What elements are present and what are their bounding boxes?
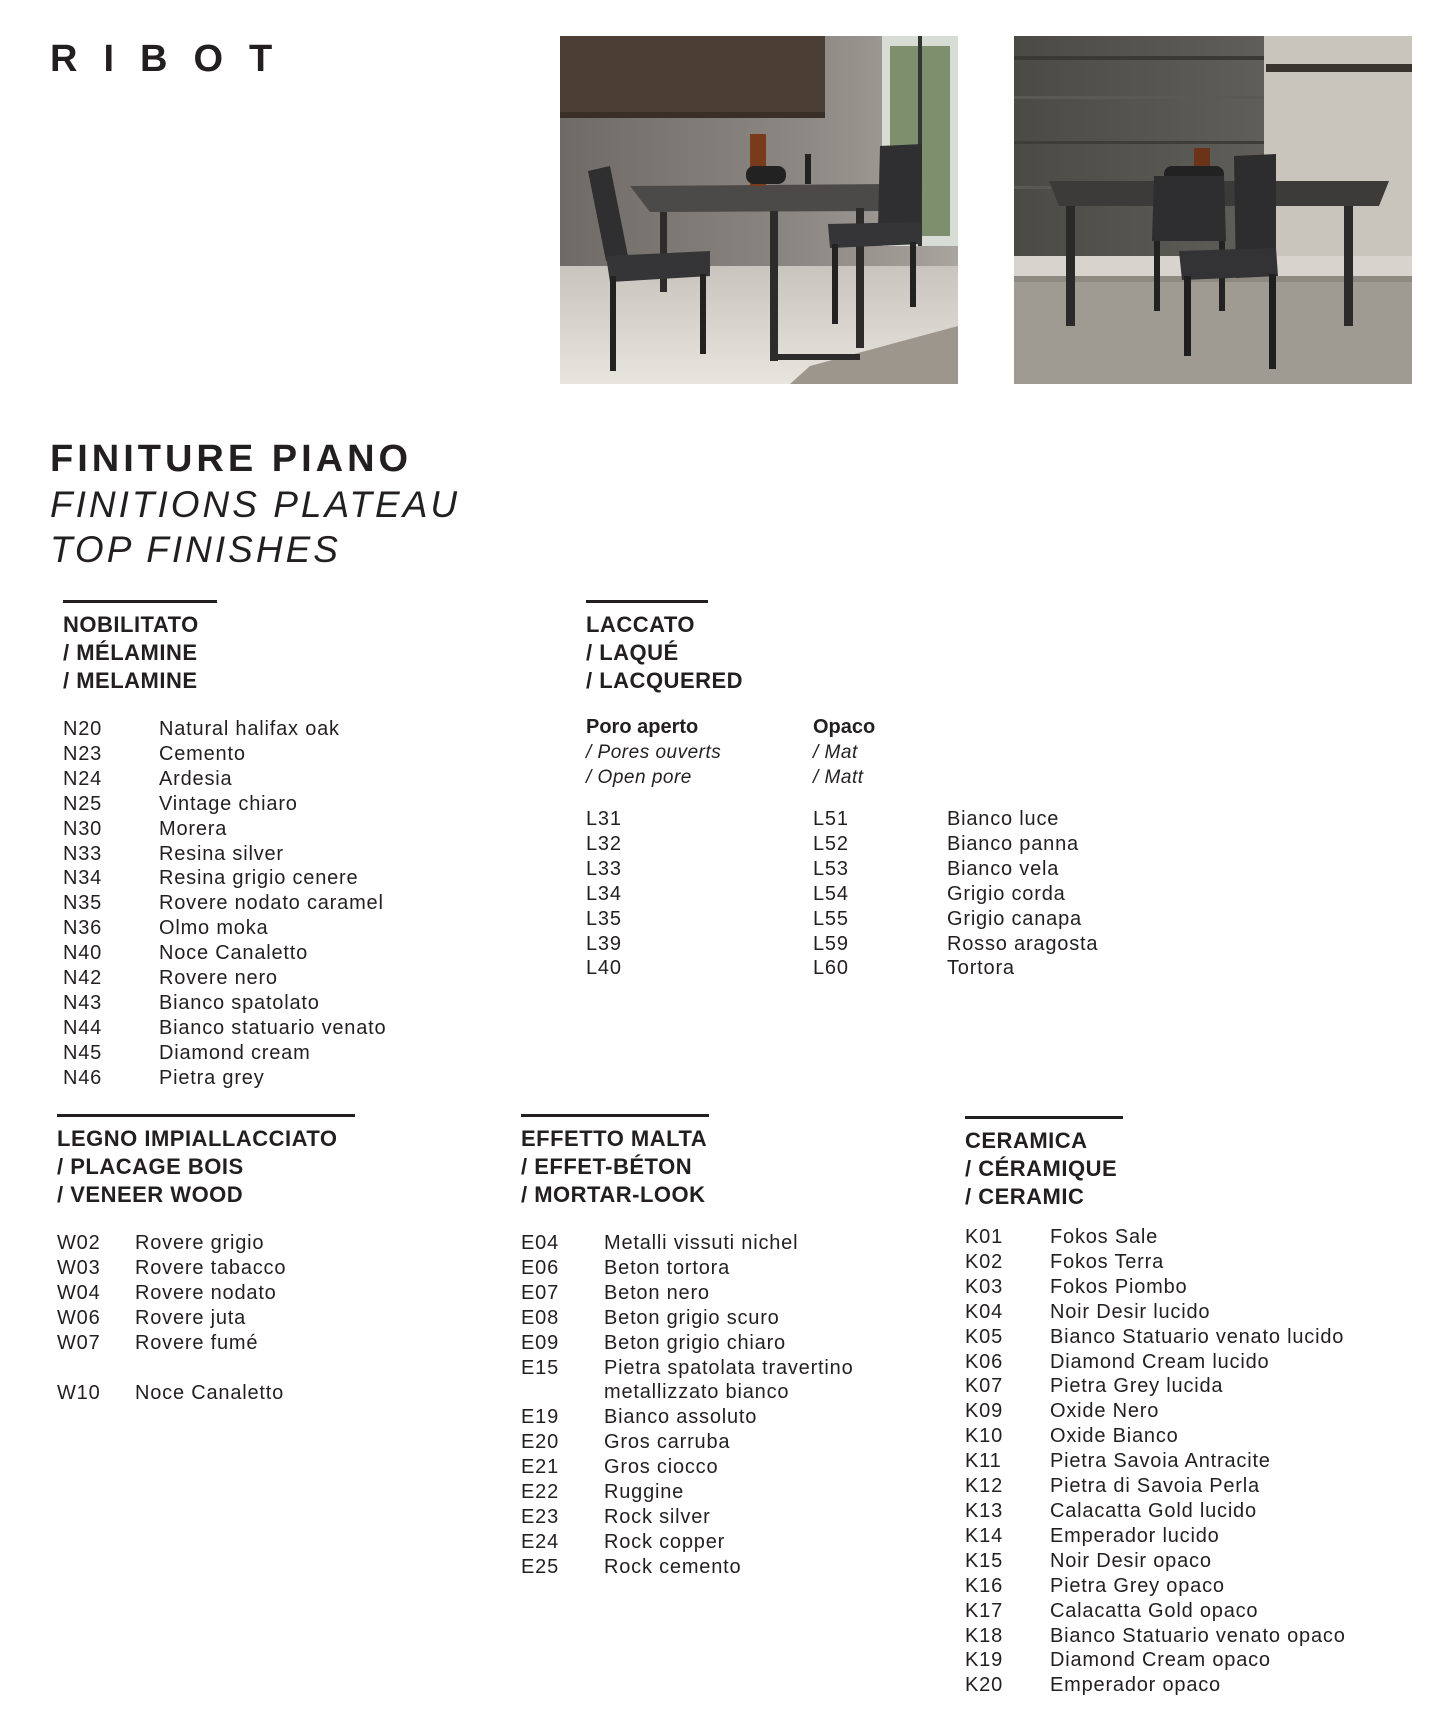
list-item [521,1231,894,1256]
finish-name: Olmo moka [159,917,269,940]
list-item [63,891,386,916]
finish-code: E25 [521,1555,559,1578]
list-item [521,1306,894,1331]
finish-name: Cemento [159,742,246,765]
finish-name: Noir Desir opaco [1050,1549,1212,1572]
finish-name: Metalli vissuti nichel [604,1232,799,1254]
finish-name: Pietra spatolata travertino metallizzato bianco [604,1356,854,1404]
finish-name: Bianco assoluto [604,1406,758,1429]
finish-code: L60 [813,957,849,980]
finish-code: K01 [965,1226,1003,1248]
finish-code: L32 [586,832,622,855]
list-item [57,1331,355,1356]
finish-code: N36 [63,917,103,940]
finish-code: W10 [57,1381,101,1404]
list-item [63,1016,386,1041]
list-item [965,1325,1346,1350]
finish-name: Ruggine [604,1481,685,1504]
list-item [586,882,622,907]
finish-name: Bianco Statuario venato lucido [1050,1325,1345,1348]
finish-code: W07 [57,1331,101,1354]
list-item [63,916,386,941]
finish-code: K07 [965,1375,1003,1398]
list-item [813,857,1098,882]
finish-code: K02 [965,1250,1003,1273]
list-item [63,817,386,842]
finish-name: Beton grigio scuro [604,1306,780,1329]
list-item [521,1555,894,1580]
dining-table-photo-room [560,36,958,384]
finish-code: E23 [521,1505,559,1528]
list-item [813,882,1098,907]
finish-code: L34 [586,882,622,905]
finish-code: W04 [57,1281,101,1304]
section-heading: CERAMICA / CÉRAMIQUE / CERAMIC [965,1128,1118,1209]
finish-code: W03 [57,1256,101,1279]
finish-name: Beton grigio chiaro [604,1331,786,1354]
list-item [63,742,386,767]
list-item [586,907,622,932]
finish-name: Noce Canaletto [135,1381,285,1404]
finish-code: N46 [63,1066,103,1089]
finish-name: Bianco panna [947,832,1079,855]
finish-name: Rovere nero [159,967,278,990]
finish-name: Rock copper [604,1530,726,1553]
finish-list [63,717,386,1091]
list-item [965,1275,1346,1300]
list-item [965,1624,1346,1649]
finish-code: N30 [63,817,103,840]
title-english: TOP FINISHES [50,529,341,570]
section-nobilitato [63,600,386,1091]
finish-code: N23 [63,742,103,765]
list-item [57,1256,355,1281]
finish-name: Fokos Sale [1050,1226,1159,1248]
list-item [965,1549,1346,1574]
finish-name: Pietra Savoia Antracite [1050,1450,1271,1473]
list-item [965,1424,1346,1449]
finish-name: Bianco luce [947,808,1060,830]
finish-code: K09 [965,1400,1003,1423]
finish-code: L53 [813,857,849,880]
finish-code: E22 [521,1481,559,1504]
finish-name: Diamond cream [159,1041,311,1064]
page-title [50,436,460,572]
finish-name: Tortora [947,957,1015,980]
list-item [63,767,386,792]
finish-code: L35 [586,907,622,930]
finish-code: K20 [965,1674,1003,1697]
finish-code: E07 [521,1281,559,1304]
subheading-opaco: Opaco / Mat / Matt [813,716,876,788]
list-item [813,832,1098,857]
section-heading: NOBILITATO / MÉLAMINE / MELAMINE [63,612,199,693]
finish-code: E09 [521,1331,559,1354]
finish-name: Bianco spatolato [159,991,320,1014]
list-item [521,1430,894,1455]
finish-name: Emperador opaco [1050,1674,1221,1697]
finish-code: L54 [813,882,849,905]
list-item [586,956,622,981]
finish-name: Beton tortora [604,1256,731,1279]
finish-code: K16 [965,1574,1003,1597]
finish-code: N45 [63,1041,103,1064]
finish-code: K11 [965,1450,1002,1473]
finish-name: Noce Canaletto [159,942,309,965]
list-item [965,1524,1346,1549]
finish-name: Morera [159,817,228,840]
title-italian: FINITURE PIANO [50,438,413,480]
finish-code: N44 [63,1016,103,1039]
section-rule [586,600,708,603]
finish-name: Fokos Terra [1050,1250,1165,1273]
list-item [63,792,386,817]
section-rule [57,1114,355,1117]
finish-name: Rovere juta [135,1306,247,1329]
list-item [63,941,386,966]
finish-code: K12 [965,1475,1003,1498]
list-item [965,1499,1346,1524]
finish-code: K05 [965,1325,1003,1348]
finish-name: Rovere grigio [135,1232,265,1254]
section-heading: LACCATO / LAQUÉ / LACQUERED [586,612,744,693]
section-laccato [586,600,1186,980]
list-item [965,1648,1346,1673]
finish-list-opaco [813,807,1098,981]
list-item [63,717,386,742]
list-item [521,1331,894,1356]
list-item [521,1405,894,1430]
finish-code: L39 [586,932,622,955]
finish-code: N20 [63,718,103,740]
finish-name: Diamond Cream opaco [1050,1649,1271,1672]
list-item [813,956,1098,981]
finish-name: Fokos Piombo [1050,1275,1188,1298]
dining-table-photo-rug [1014,36,1412,384]
list-item [965,1350,1346,1375]
finish-code: K04 [965,1300,1003,1323]
list-item [521,1356,894,1406]
section-malta [521,1114,894,1580]
list-item [586,832,622,857]
finish-code: L52 [813,832,849,855]
list-item [57,1281,355,1306]
finish-list [57,1231,355,1405]
list-item [521,1505,894,1530]
list-item [965,1300,1346,1325]
list-item [965,1474,1346,1499]
list-item [965,1250,1346,1275]
finish-name: Noir Desir lucido [1050,1300,1211,1323]
section-ceramica [965,1116,1346,1698]
finish-name: Ardesia [159,767,233,790]
finish-name: Emperador lucido [1050,1524,1220,1547]
finish-code: L31 [586,808,622,830]
finish-name: Calacatta Gold lucido [1050,1499,1257,1522]
finish-name: Rosso aragosta [947,932,1099,955]
finish-code: K18 [965,1624,1003,1647]
finish-code: N35 [63,892,103,915]
brand-logo: RIBOT [50,38,299,80]
section-rule [521,1114,709,1117]
finish-name: Pietra Grey opaco [1050,1574,1225,1597]
section-legno [57,1114,355,1405]
list-item [965,1449,1346,1474]
finish-code: N43 [63,991,103,1014]
finish-code: L51 [813,808,849,830]
finish-code: E15 [521,1356,559,1379]
finish-name: Bianco statuario venato [159,1016,387,1039]
finish-code: L59 [813,932,849,955]
finish-code: E08 [521,1306,559,1329]
finish-code: E20 [521,1431,559,1454]
finish-code: N34 [63,867,103,890]
finish-code: K19 [965,1649,1003,1672]
finish-code: N24 [63,767,103,790]
list-item [586,807,622,832]
finish-name: Pietra di Savoia Perla [1050,1475,1260,1498]
finish-name: Rock cemento [604,1555,742,1578]
list-item [63,1041,386,1066]
list-item [586,932,622,957]
list-item [57,1381,355,1406]
list-item [965,1599,1346,1624]
list-item [57,1306,355,1331]
list-item [521,1530,894,1555]
finish-code: N25 [63,792,103,815]
list-item [813,807,1098,832]
finish-code: L33 [586,857,622,880]
finish-name: Vintage chiaro [159,792,298,815]
finish-name: Oxide Bianco [1050,1425,1179,1448]
finish-code: E19 [521,1406,559,1429]
section-rule [965,1116,1123,1119]
subheading-poro-aperto: Poro aperto / Pores ouverts / Open pore [586,716,722,788]
finish-name: Grigio corda [947,882,1066,905]
finish-name: Rock silver [604,1505,711,1528]
section-heading: EFFETTO MALTA / EFFET-BÉTON / MORTAR-LOOK [521,1126,708,1207]
section-rule [63,600,217,603]
finish-name: Pietra Grey lucida [1050,1375,1224,1398]
finish-code: L40 [586,957,622,980]
section-heading: LEGNO IMPIALLACCIATO / PLACAGE BOIS / VENEER WOOD [57,1126,338,1207]
list-item [521,1281,894,1306]
title-french: FINITIONS PLATEAU [50,484,461,525]
finish-name: Gros carruba [604,1431,731,1454]
finish-code: W02 [57,1232,101,1254]
finish-name: Calacatta Gold opaco [1050,1599,1259,1622]
list-item [521,1455,894,1480]
table-with-chairs-photo-icon [560,36,958,384]
finish-code: K17 [965,1599,1003,1622]
finish-name: Diamond Cream lucido [1050,1350,1270,1373]
finish-code: K13 [965,1499,1003,1522]
finish-code: K10 [965,1425,1003,1448]
finish-list [965,1225,1346,1698]
finish-name: Bianco Statuario venato opaco [1050,1624,1346,1647]
finish-name: Beton nero [604,1281,710,1304]
finish-name: Pietra grey [159,1066,265,1089]
table-with-chairs-photo-icon [1014,36,1412,384]
list-item [586,857,622,882]
list-item [965,1673,1346,1698]
finish-code: E24 [521,1530,559,1553]
finish-code: K03 [965,1275,1003,1298]
finish-code: E21 [521,1456,559,1479]
list-item [965,1374,1346,1399]
list-item [63,966,386,991]
list-item [57,1231,355,1256]
finish-code: N40 [63,942,103,965]
finish-code: K06 [965,1350,1003,1373]
finish-code: K15 [965,1549,1003,1572]
list-item [63,1066,386,1091]
finish-name: Oxide Nero [1050,1400,1160,1423]
list-item [813,932,1098,957]
finish-name: Rovere fumé [135,1331,259,1354]
finish-code: W06 [57,1306,101,1329]
list-item [965,1225,1346,1250]
finish-code: E04 [521,1232,559,1254]
list-item [521,1480,894,1505]
list-item [63,866,386,891]
finish-name: Rovere tabacco [135,1256,287,1279]
list-item [965,1574,1346,1599]
finish-name: Rovere nodato caramel [159,892,384,915]
finish-name: Resina grigio cenere [159,867,359,890]
finish-name: Rovere nodato [135,1281,277,1304]
list-item [63,991,386,1016]
list-item [521,1256,894,1281]
finish-name: Gros ciocco [604,1456,719,1479]
finish-code: L55 [813,907,849,930]
finish-list-poro [586,807,622,981]
finish-code: K14 [965,1524,1003,1547]
finish-name: Natural halifax oak [159,718,340,740]
list-item [813,907,1098,932]
list-item [63,842,386,867]
list-item [965,1399,1346,1424]
finish-list [521,1231,894,1580]
finish-name: Grigio canapa [947,907,1082,930]
finish-name: Bianco vela [947,857,1060,880]
finish-code: E06 [521,1256,559,1279]
finish-name: Resina silver [159,842,284,865]
finish-code: N42 [63,967,103,990]
finish-code: N33 [63,842,103,865]
